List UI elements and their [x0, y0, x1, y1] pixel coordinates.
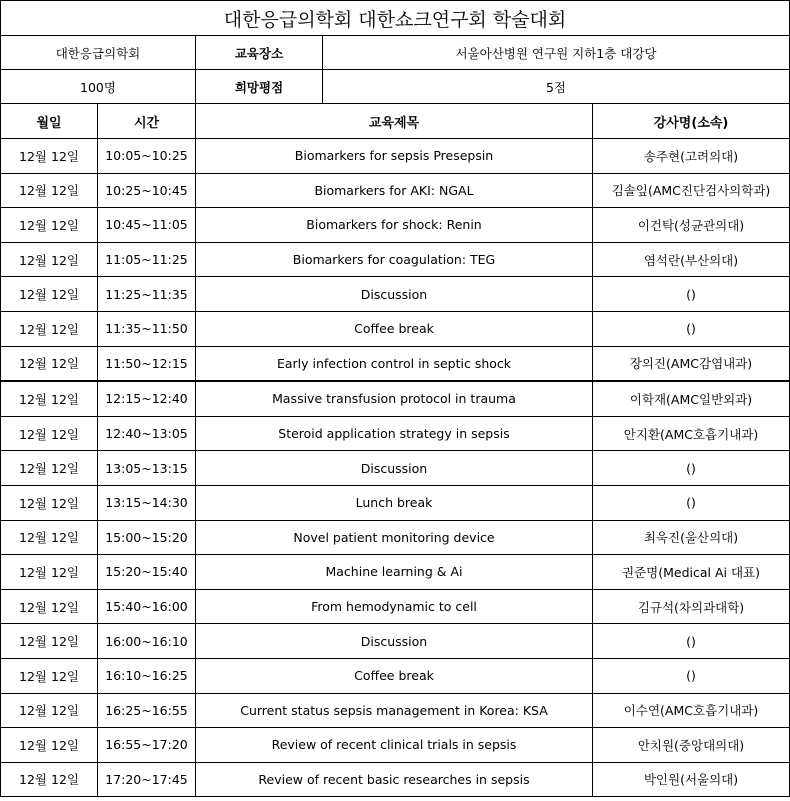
row-time: 11:25~11:35: [98, 277, 196, 312]
row-speaker: 안치원(중앙대의대): [593, 728, 790, 763]
row-speaker: 이건탁(성균관의대): [593, 208, 790, 243]
row-title: Review of recent clinical trials in sepsis: [196, 728, 593, 763]
row-title: Biomarkers for AKI: NGAL: [196, 173, 593, 208]
row-title: Biomarkers for sepsis Presepsin: [196, 139, 593, 174]
row-speaker: 박인원(서울의대): [593, 762, 790, 797]
row-time: 13:15~14:30: [98, 485, 196, 520]
row-date: 12월 12일: [1, 485, 98, 520]
row-time: 15:40~16:00: [98, 589, 196, 624]
row-date: 12월 12일: [1, 762, 98, 797]
row-title: Massive transfusion protocol in trauma: [196, 381, 593, 416]
row-date: 12월 12일: [1, 346, 98, 381]
row-time: 15:20~15:40: [98, 555, 196, 590]
row-date: 12월 12일: [1, 555, 98, 590]
row-speaker: 김솔잎(AMC진단검사의학과): [593, 173, 790, 208]
credit-label: 희망평점: [196, 70, 323, 104]
row-time: 10:25~10:45: [98, 173, 196, 208]
table-row: [1, 485, 790, 520]
row-date: 12월 12일: [1, 416, 98, 451]
row-date: 12월 12일: [1, 311, 98, 346]
row-time: 15:00~15:20: [98, 520, 196, 555]
row-time: 13:05~13:15: [98, 451, 196, 486]
table-row: [1, 381, 790, 416]
row-title: Discussion: [196, 624, 593, 659]
row-time: 11:05~11:25: [98, 242, 196, 277]
table-row: [1, 346, 790, 381]
row-time: 16:55~17:20: [98, 728, 196, 763]
row-speaker: 안지환(AMC호흡기내과): [593, 416, 790, 451]
table-row: [1, 520, 790, 555]
row-date: 12월 12일: [1, 242, 98, 277]
column-header-time: 시간: [98, 104, 196, 139]
row-speaker: 최욱진(울산의대): [593, 520, 790, 555]
table-row: [1, 139, 790, 174]
credit: 5점: [323, 70, 790, 104]
column-header-date: 월일: [1, 104, 98, 139]
row-speaker: 이학재(AMC일반외과): [593, 381, 790, 416]
row-speaker: 염석란(부산의대): [593, 242, 790, 277]
table-row: [1, 208, 790, 243]
table-row: [1, 173, 790, 208]
row-speaker: 김규석(차의과대학): [593, 589, 790, 624]
row-speaker: (): [593, 485, 790, 520]
row-date: 12월 12일: [1, 520, 98, 555]
row-speaker: 송주현(고려의대): [593, 139, 790, 174]
column-header-speaker: 강사명(소속): [593, 104, 790, 139]
table-row: [1, 311, 790, 346]
row-time: 17:20~17:45: [98, 762, 196, 797]
row-time: 11:35~11:50: [98, 311, 196, 346]
row-date: 12월 12일: [1, 208, 98, 243]
row-title: Biomarkers for shock: Renin: [196, 208, 593, 243]
row-date: 12월 12일: [1, 693, 98, 728]
row-title: Lunch break: [196, 485, 593, 520]
venue-label: 교육장소: [196, 36, 323, 70]
row-title: Novel patient monitoring device: [196, 520, 593, 555]
row-speaker: (): [593, 658, 790, 693]
venue: 서울아산병원 연구원 지하1층 대강당: [323, 36, 790, 70]
row-time: 16:10~16:25: [98, 658, 196, 693]
row-title: Review of recent basic researches in sepsis: [196, 762, 593, 797]
row-title: Discussion: [196, 451, 593, 486]
attendees: 100명: [1, 70, 196, 104]
row-time: 11:50~12:15: [98, 346, 196, 381]
table-row: [1, 416, 790, 451]
row-time: 10:45~11:05: [98, 208, 196, 243]
row-title: Discussion: [196, 277, 593, 312]
row-date: 12월 12일: [1, 728, 98, 763]
row-title: From hemodynamic to cell: [196, 589, 593, 624]
row-date: 12월 12일: [1, 658, 98, 693]
row-speaker: (): [593, 277, 790, 312]
row-time: 10:05~10:25: [98, 139, 196, 174]
row-date: 12월 12일: [1, 173, 98, 208]
row-date: 12월 12일: [1, 381, 98, 416]
row-title: Machine learning & Ai: [196, 555, 593, 590]
table-row: [1, 624, 790, 659]
row-title: Early infection control in septic shock: [196, 346, 593, 381]
row-title: Steroid application strategy in sepsis: [196, 416, 593, 451]
row-time: 12:40~13:05: [98, 416, 196, 451]
row-date: 12월 12일: [1, 139, 98, 174]
table-row: [1, 277, 790, 312]
page-title: 대한응급의학회 대한쇼크연구회 학술대회: [1, 1, 790, 36]
row-time: 12:15~12:40: [98, 381, 196, 416]
row-speaker: 장의진(AMC감염내과): [593, 346, 790, 381]
column-header-title: 교육제목: [196, 104, 593, 139]
row-date: 12월 12일: [1, 451, 98, 486]
table-row: [1, 242, 790, 277]
table-row: [1, 555, 790, 590]
row-title: Current status sepsis management in Korea: KSA: [196, 693, 593, 728]
row-speaker: (): [593, 311, 790, 346]
row-title: Coffee break: [196, 311, 593, 346]
row-title: Biomarkers for coagulation: TEG: [196, 242, 593, 277]
header-row: [1, 104, 790, 139]
table-row: [1, 658, 790, 693]
row-title: Coffee break: [196, 658, 593, 693]
row-speaker: 권준명(Medical Ai 대표): [593, 555, 790, 590]
row-date: 12월 12일: [1, 624, 98, 659]
row-time: 16:00~16:10: [98, 624, 196, 659]
table-row: [1, 451, 790, 486]
table-row: [1, 693, 790, 728]
row-date: 12월 12일: [1, 589, 98, 624]
table-row: [1, 728, 790, 763]
table-row: [1, 762, 790, 797]
row-time: 16:25~16:55: [98, 693, 196, 728]
table-row: [1, 589, 790, 624]
organizer: 대한응급의학회: [1, 36, 196, 70]
row-speaker: (): [593, 624, 790, 659]
row-speaker: (): [593, 451, 790, 486]
row-speaker: 이수연(AMC호흡기내과): [593, 693, 790, 728]
row-date: 12월 12일: [1, 277, 98, 312]
